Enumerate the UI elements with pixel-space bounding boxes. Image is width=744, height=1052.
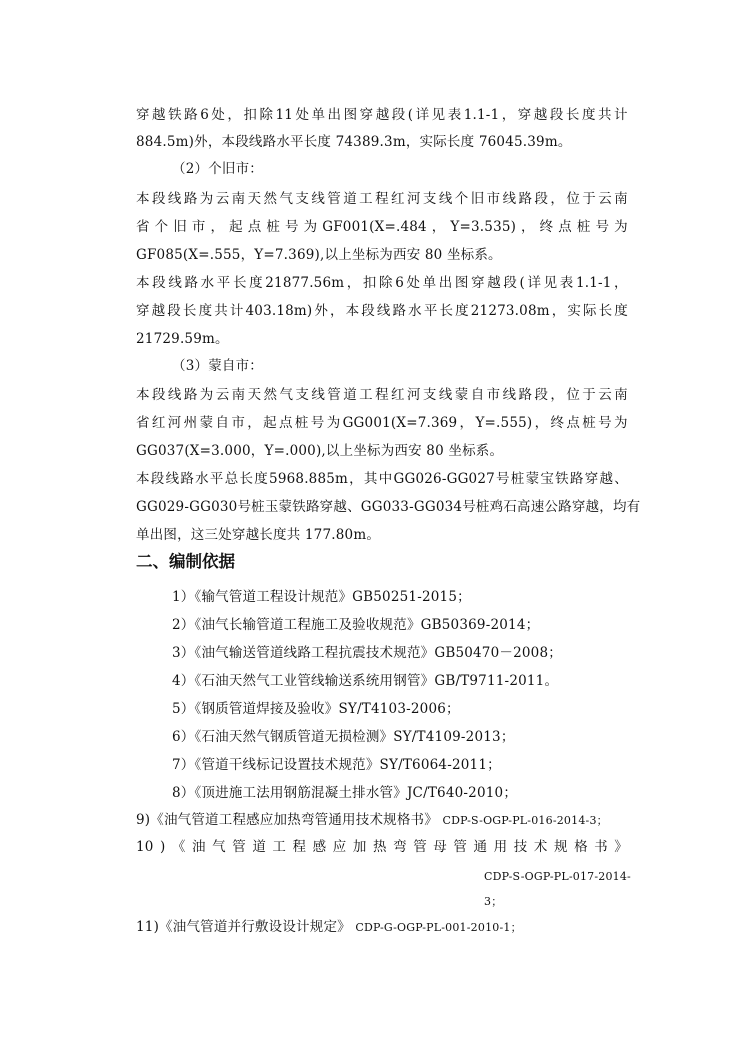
text-token: 号: [237, 499, 252, 515]
text-token: 扣: [243, 107, 258, 123]
text-token: 桩: [475, 499, 490, 515]
text-token: 长: [565, 107, 580, 123]
text-token: 段: [549, 107, 564, 123]
text-token: 表: [447, 107, 462, 123]
reference-code: CDP-S-OGP-PL-017-2014-: [484, 870, 631, 883]
text-token: ，: [346, 275, 361, 291]
text-token: 路: [305, 499, 320, 515]
text-token: GF001(X=.484: [322, 219, 427, 235]
text-token: 11: [275, 107, 294, 123]
text-token: 实: [567, 303, 582, 319]
para-line: [136, 218, 628, 236]
text-token: 市: [486, 191, 501, 207]
text-token: 南: [614, 191, 628, 207]
subheading-mengzi: （3）蒙自市：: [172, 358, 263, 374]
text-token: 外: [314, 303, 329, 319]
para-line: [136, 414, 628, 432]
text-token: 本: [136, 275, 150, 291]
text-token: 红: [391, 191, 405, 207]
text-token: 线: [438, 191, 453, 207]
text-token: 21273.08m: [470, 303, 550, 319]
text-token: 图: [454, 275, 469, 291]
text-token: 线: [376, 303, 391, 319]
text-token: 本: [345, 303, 360, 319]
text-token: GG029-GG030: [136, 499, 238, 515]
text-token: 线: [502, 191, 517, 207]
text-token: 速: [530, 499, 545, 515]
reference-item: 4）《石油天然气工业管线输送系统用钢管》GB/T9711-2011。: [172, 673, 559, 689]
text-token: 水: [408, 303, 422, 319]
para-line: [136, 386, 628, 404]
text-token: 河: [406, 387, 421, 403]
text-token: 处: [211, 107, 226, 123]
text-token: 403.18m): [245, 303, 313, 319]
text-token: 铁: [555, 471, 569, 487]
text-token: 蒙: [199, 415, 214, 431]
text-token: 气: [212, 839, 226, 855]
text-token: ，: [431, 219, 446, 235]
text-token: 、: [614, 471, 628, 487]
reference-item-10: [136, 838, 628, 856]
text-token: 平: [423, 303, 438, 319]
text-token: 号: [310, 415, 325, 431]
text-token: 热: [372, 839, 387, 855]
text-token: 度: [254, 471, 268, 487]
text-token: 穿: [319, 499, 334, 515]
text-token: 处: [406, 275, 421, 291]
text-token: 穿: [584, 471, 599, 487]
text-token: 规: [553, 839, 568, 855]
text-token: 线: [502, 387, 517, 403]
text-token: 气: [279, 191, 294, 207]
text-token: 管: [232, 839, 246, 855]
text-token: 于: [582, 387, 596, 403]
text-token: 穿: [571, 499, 586, 515]
text-token: 旧: [173, 219, 187, 235]
text-token: 桩: [266, 219, 281, 235]
text-token: 、: [347, 499, 361, 515]
text-token: 穿: [517, 107, 532, 123]
text-token: 号: [496, 471, 510, 487]
text-token: 为: [199, 387, 214, 403]
text-token: 出: [438, 275, 453, 291]
text-token: 水: [195, 471, 209, 487]
text-token: 平: [209, 471, 224, 487]
reference-item: 5）《钢质管道焊接及验收》SY/T4103-2006；: [172, 701, 460, 717]
text-token: 穿: [136, 303, 150, 319]
text-token: 天: [247, 191, 262, 207]
text-token: 铁: [168, 107, 182, 123]
text-token: Y=3.535): [450, 219, 517, 235]
text-token: 桩: [582, 415, 596, 431]
text-token: 号: [595, 219, 610, 235]
text-token: ，: [551, 303, 566, 319]
text-token: ，: [534, 415, 549, 431]
text-token: 河: [406, 191, 421, 207]
text-token: 长: [439, 303, 454, 319]
text-token: 位: [566, 191, 581, 207]
reference-code: CDP-S-OGP-PL-016-2014-3；: [442, 814, 608, 827]
text-token: ，: [599, 499, 613, 515]
text-token: GG033-GG034: [360, 499, 463, 515]
text-token: 21877.56m: [265, 275, 345, 291]
text-token: 号: [285, 219, 299, 235]
text-token: 程: [375, 387, 389, 403]
text-token: ，: [349, 471, 363, 487]
text-token: 均: [612, 499, 627, 515]
text-token: 段: [361, 303, 375, 319]
text-token: 道: [343, 191, 357, 207]
para-line: [136, 470, 628, 488]
text-token: ，: [501, 107, 516, 123]
reference-code: CDP-G-OGP-PL-001-2010-1；: [355, 921, 522, 934]
text-token: GG026-GG027: [393, 471, 495, 487]
text-token: ，: [614, 275, 628, 291]
text-token: 省: [136, 219, 150, 235]
text-token: 为: [199, 191, 214, 207]
text-token: 计: [614, 107, 628, 123]
text-token: 段: [534, 191, 549, 207]
text-token: 个: [454, 191, 469, 207]
text-token: 点: [247, 219, 262, 235]
text-token: 省: [136, 415, 150, 431]
text-token: 宝: [540, 471, 555, 487]
text-token: 路: [184, 275, 199, 291]
text-token: 段: [503, 275, 518, 291]
text-token: 市: [191, 219, 206, 235]
text-token: 共: [597, 107, 612, 123]
text-token: 河: [167, 415, 182, 431]
text-token: 越: [487, 275, 501, 291]
text-token: 路: [183, 191, 198, 207]
text-token: 管: [327, 191, 341, 207]
text-token: 红: [151, 415, 166, 431]
text-token: 玉: [264, 499, 279, 515]
text-token: 段: [151, 387, 166, 403]
text-token: 中: [378, 471, 393, 487]
text-token: 度: [249, 275, 263, 291]
text-token: 云: [598, 387, 612, 403]
text-token: 路: [558, 499, 572, 515]
text-token: ，: [459, 415, 474, 431]
text-token: 自: [470, 387, 485, 403]
text-token: 点: [566, 415, 581, 431]
text-token: 终: [550, 415, 565, 431]
text-token: 云: [215, 387, 230, 403]
text-token: 南: [231, 387, 246, 403]
text-token: 蒙: [278, 499, 293, 515]
reference-item: 6）《石油天然气钢质管道无损检测》SY/T4109-2013；: [172, 729, 515, 745]
text-token: 水: [200, 275, 215, 291]
text-token: 扣: [362, 275, 377, 291]
para-line: [136, 302, 628, 320]
text-token: 油: [191, 839, 206, 855]
text-token: 路: [569, 471, 584, 487]
text-token: 工: [359, 387, 373, 403]
reference-item-9: [136, 811, 608, 830]
text-token: 路: [180, 471, 195, 487]
text-token: 管: [453, 839, 468, 855]
text-token: 》: [614, 839, 628, 855]
text-token: 管: [413, 839, 427, 855]
text-token: 见: [431, 107, 446, 123]
text-token: 南: [231, 191, 246, 207]
text-token: 段: [152, 275, 166, 291]
text-token: 点: [279, 415, 293, 431]
text-token: 蒙: [525, 471, 540, 487]
text-token: 路: [518, 387, 533, 403]
text-token: 见: [543, 275, 558, 291]
para-line: 单出图，这三处穿越长度共 177.80m。: [136, 527, 381, 543]
text-token: 支: [422, 387, 437, 403]
text-token: 路: [184, 107, 198, 123]
text-token: ): [160, 839, 166, 855]
text-token: 单: [311, 107, 326, 123]
text-token: 应: [332, 839, 347, 855]
text-token: 通: [473, 839, 488, 855]
text-token: 州: [183, 415, 198, 431]
text-token: 为: [614, 219, 628, 235]
text-token: 技: [513, 839, 528, 855]
text-token: 然: [263, 191, 278, 207]
text-token: 路: [518, 191, 533, 207]
text-token: 支: [422, 191, 437, 207]
text-token: 程: [375, 191, 389, 207]
text-token: 共: [214, 303, 228, 319]
text-token: 路: [392, 303, 407, 319]
text-token: 图: [343, 107, 358, 123]
para-line: GF085(X=.555，Y=7.369),以上坐标为西安 80 坐标系。: [136, 247, 502, 263]
text-token: 穿: [359, 107, 374, 123]
text-token: 本: [136, 191, 150, 207]
text-token: 线: [165, 471, 180, 487]
text-token: 出: [327, 107, 342, 123]
text-token: 10: [136, 839, 154, 855]
text-token: 术: [533, 839, 548, 855]
text-token: 于: [582, 191, 596, 207]
text-token: 段: [150, 471, 165, 487]
text-token: 个: [154, 219, 169, 235]
reference-title: 9)《油气管道工程感应加热弯管通用技术规格书》: [136, 812, 438, 828]
text-token: GG001(X=7.369: [342, 415, 458, 431]
text-token: 6: [395, 275, 404, 291]
para-line: [136, 498, 641, 516]
text-token: 5968.885m: [269, 471, 349, 487]
reference-item: 8）《顶进施工法用钢筋混凝土排水管》JC/T640-2010；: [172, 785, 518, 801]
text-token: 云: [598, 191, 612, 207]
text-token: 计: [229, 303, 244, 319]
text-token: 高: [517, 499, 531, 515]
text-token: (: [519, 275, 526, 291]
text-token: 长: [232, 275, 247, 291]
text-token: 越: [599, 471, 614, 487]
text-token: 段: [167, 303, 181, 319]
text-token: 用: [493, 839, 508, 855]
reference-item: 7）《管道干线标记设置技术规范》SY/T6064-2011；: [172, 757, 501, 773]
text-token: ，: [550, 387, 565, 403]
text-token: 本: [136, 471, 150, 487]
text-token: 红: [391, 387, 405, 403]
text-token: 1.1-1: [463, 107, 500, 123]
text-token: 有: [626, 499, 641, 515]
text-token: 旧: [470, 191, 485, 207]
text-token: 公: [544, 499, 559, 515]
text-token: 终: [539, 219, 554, 235]
text-token: 线: [438, 387, 453, 403]
text-token: 为: [326, 415, 341, 431]
text-token: 道: [252, 839, 267, 855]
text-token: 处: [295, 107, 310, 123]
text-token: 石: [503, 499, 518, 515]
text-token: 其: [363, 471, 378, 487]
text-token: 段: [151, 191, 166, 207]
text-token: 号: [462, 499, 476, 515]
text-token: 鸡: [489, 499, 504, 515]
text-token: 长: [182, 303, 197, 319]
reference-item: 2）《油气长输管道工程施工及验收规范》GB50369-2014；: [172, 617, 540, 633]
reference-item: 3）《油气输送管道线路工程抗震技术规范》GB50470－2008；: [172, 645, 562, 661]
text-token: 度: [198, 303, 213, 319]
text-token: 详: [415, 107, 430, 123]
text-token: 然: [263, 387, 278, 403]
text-token: 除: [259, 107, 274, 123]
text-token: 《: [171, 839, 186, 855]
reference-code-tail: 3；: [484, 895, 503, 908]
text-token: 单: [422, 275, 437, 291]
text-token: 自: [215, 415, 230, 431]
text-token: 点: [558, 219, 572, 235]
text-token: 桩: [251, 499, 265, 515]
text-token: 桩: [510, 471, 525, 487]
text-token: 线: [311, 191, 326, 207]
text-token: 长: [239, 471, 254, 487]
reference-item: 1）《输气管道工程设计规范》GB50251-2015；: [172, 589, 471, 605]
text-token: 除: [379, 275, 393, 291]
text-token: 1.1-1: [575, 275, 612, 291]
text-token: 支: [295, 191, 310, 207]
text-token: 本: [136, 387, 150, 403]
text-token: (: [407, 107, 414, 123]
para-line: [136, 106, 628, 124]
text-token: 起: [263, 415, 277, 431]
text-token: 弯: [393, 839, 407, 855]
text-token: 越: [152, 107, 166, 123]
text-token: 书: [594, 839, 608, 855]
text-token: 穿: [471, 275, 485, 291]
text-token: 总: [224, 471, 239, 487]
text-token: 南: [614, 387, 628, 403]
text-token: 市: [486, 387, 501, 403]
text-token: 越: [333, 499, 348, 515]
text-token: 桩: [576, 219, 591, 235]
text-token: 天: [247, 387, 262, 403]
text-token: 桩: [294, 415, 309, 431]
text-token: 支: [295, 387, 310, 403]
text-token: 为: [614, 415, 628, 431]
text-token: 为: [303, 219, 318, 235]
text-token: 道: [343, 387, 357, 403]
text-token: 线: [167, 191, 182, 207]
text-token: 母: [433, 839, 447, 855]
para-line: 21729.59m。: [136, 331, 229, 347]
text-token: 长: [598, 303, 613, 319]
para-line: GG037(X=3.000，Y=.000),以上坐标为西安 80 坐标系。: [136, 443, 504, 459]
text-token: 度: [614, 303, 628, 319]
text-token: 工: [359, 191, 373, 207]
para-line: [136, 274, 628, 292]
section-heading: 二、编制依据: [136, 552, 235, 571]
text-token: 气: [279, 387, 294, 403]
reference-title: 11)《油气管道并行敷设设计规定》: [136, 919, 351, 935]
text-token: 线: [167, 387, 182, 403]
text-token: 越: [151, 303, 166, 319]
text-token: 铁: [292, 499, 306, 515]
para-line: 884.5m)外，本段线路水平长度 74389.3m，实际长度 76045.39m。: [136, 134, 572, 150]
text-token: 平: [216, 275, 231, 291]
text-token: 起: [229, 219, 243, 235]
text-token: 市: [231, 415, 246, 431]
text-token: 穿: [136, 107, 150, 123]
text-token: 云: [215, 191, 230, 207]
text-token: 位: [566, 387, 581, 403]
text-token: ，: [227, 107, 242, 123]
text-token: 工: [272, 839, 287, 855]
reference-item-11: [136, 918, 522, 937]
text-token: 号: [598, 415, 612, 431]
text-token: 加: [352, 839, 367, 855]
text-token: 越: [375, 107, 390, 123]
text-token: ，: [247, 415, 261, 431]
text-token: 表: [559, 275, 574, 291]
text-token: 6: [200, 107, 209, 123]
text-token: 线: [168, 275, 183, 291]
text-token: ，: [329, 303, 344, 319]
text-token: 感: [312, 839, 327, 855]
text-token: 越: [533, 107, 548, 123]
text-token: 线: [311, 387, 326, 403]
text-token: 路: [183, 387, 198, 403]
text-token: Y=.555): [475, 415, 533, 431]
text-token: 度: [455, 303, 469, 319]
text-token: 蒙: [454, 387, 469, 403]
para-line: [136, 190, 628, 208]
text-token: 管: [327, 387, 341, 403]
text-token: 度: [581, 107, 596, 123]
text-token: 际: [582, 303, 597, 319]
subheading-gejiu: （2）个旧市：: [172, 161, 263, 177]
text-token: 详: [527, 275, 542, 291]
text-token: 越: [585, 499, 600, 515]
text-token: ，: [210, 219, 225, 235]
text-token: 段: [534, 387, 549, 403]
text-token: 程: [292, 839, 307, 855]
text-token: ，: [550, 191, 565, 207]
text-token: 格: [574, 839, 588, 855]
text-token: 段: [391, 107, 406, 123]
text-token: ，: [521, 219, 535, 235]
